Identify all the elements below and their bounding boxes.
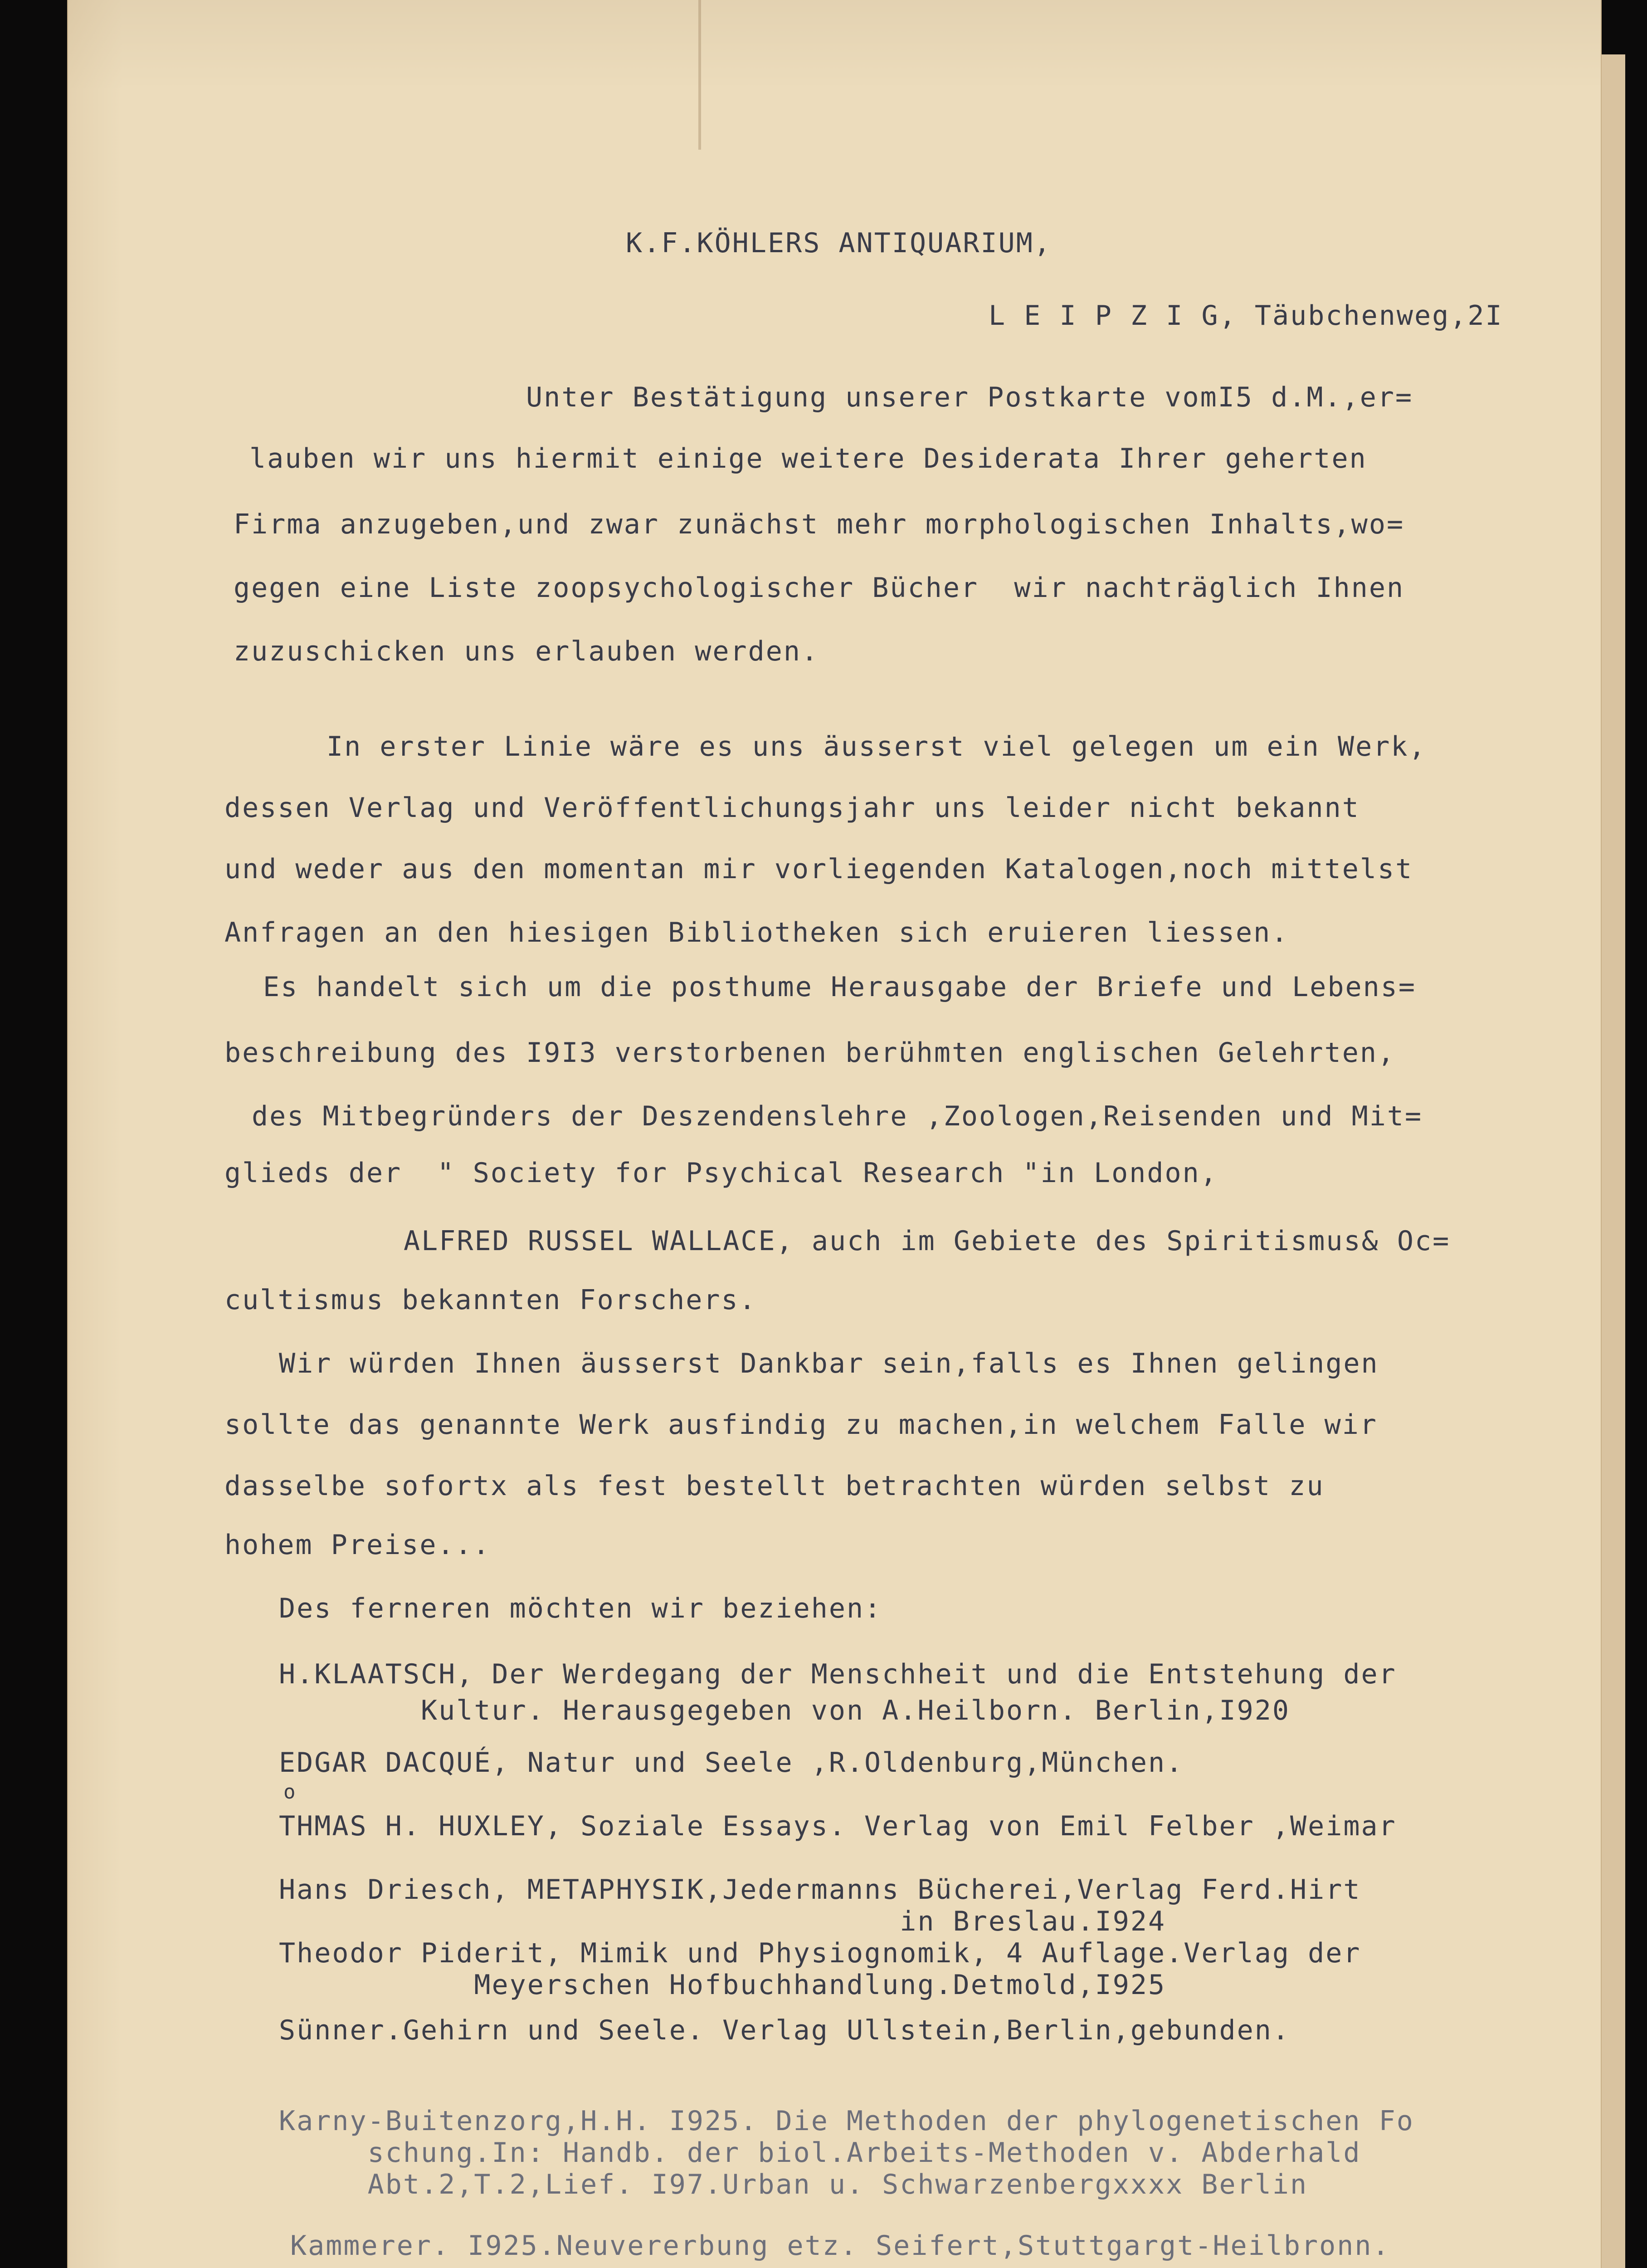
paragraph-1-line-4: gegen eine Liste zoopsychologischer Bücher wir nachträglich Ihnen — [234, 572, 1405, 604]
paragraph-4-line-3: dasselbe sofortx als fest bestellt betrachten würden selbst zu — [224, 1470, 1325, 1502]
paragraph-3-line-1: Es handelt sich um die posthume Herausgabe der Briefe und Lebens= — [263, 971, 1416, 1003]
firm-address: L E I P Z I G, Täubchenweg,2I — [989, 300, 1503, 332]
paragraph-4-line-4: hohem Preise... — [224, 1529, 491, 1561]
reference-entry-continuation: Abt.2,T.2,Lief. I97.Urban u. Schwarzenbergxxxx Berlin — [279, 2169, 1308, 2200]
book-entry: Sünner.Gehirn und Seele. Verlag Ullstein,Berlin,gebunden. — [279, 2014, 1291, 2046]
paragraph-3-line-2: beschreibung des I9I3 verstorbenen berühmten englischen Gelehrten, — [224, 1037, 1396, 1069]
typed-mark: o — [283, 1780, 297, 1804]
book-entry-continuation: Kultur. Herausgegeben von A.Heilborn. Berlin,I920 — [279, 1695, 1291, 1726]
paragraph-2-line-1: In erster Linie wäre es uns äusserst viel gelegen um ein Werk, — [326, 731, 1427, 763]
paragraph-3-line-4: glieds der " Society for Psychical Research "in London, — [224, 1157, 1218, 1189]
firm-name: K.F.KÖHLERS ANTIQUARIUM, — [626, 227, 1052, 259]
paper-crease — [698, 0, 701, 150]
paragraph-3-line-3: des Mitbegründers der Deszendenslehre ,Zoologen,Reisenden und Mit= — [252, 1100, 1423, 1132]
book-entry-continuation: in Breslau.I924 — [279, 1906, 1166, 1937]
book-entry: Theodor Piderit, Mimik und Physiognomik, 4 Auflage.Verlag der — [279, 1937, 1361, 1969]
paragraph-1-line-1: Unter Bestätigung unserer Postkarte vomI5 d.M.,er= — [526, 381, 1413, 413]
paragraph-2-line-4: Anfragen an den hiesigen Bibliotheken sich eruieren liessen. — [224, 917, 1289, 948]
paragraph-2-line-3: und weder aus den momentan mir vorliegenden Katalogen,noch mittelst — [224, 853, 1413, 885]
reference-entry: Kammerer. I925.Neuvererbung etz. Seifert,Stuttgargt-Heilbronn. — [290, 2230, 1390, 2262]
book-entry-continuation: Meyerschen Hofbuchhandlung.Detmold,I925 — [279, 1969, 1166, 2001]
book-entry: THMAS H. HUXLEY, Soziale Essays. Verlag von Emil Felber ,Weimar — [279, 1810, 1397, 1842]
book-entry: Hans Driesch, METAPHYSIK,Jedermanns Bücherei,Verlag Ferd.Hirt — [279, 1874, 1361, 1906]
book-entry: H.KLAATSCH, Der Werdegang der Menschheit und die Entstehung der — [279, 1658, 1397, 1690]
paragraph-2-line-2: dessen Verlag und Veröffentlichungsjahr uns leider nicht bekannt — [224, 792, 1360, 824]
reference-entry-continuation: schung.In: Handb. der biol.Arbeits-Methoden v. Abderhald — [279, 2137, 1361, 2169]
paragraph-1-line-5: zuzuschicken uns erlauben werden. — [234, 635, 819, 667]
paragraph-3-line-5: ALFRED RUSSEL WALLACE, auch im Gebiete des Spiritismus& Oc= — [404, 1225, 1451, 1257]
book-entry: EDGAR DACQUÉ, Natur und Seele ,R.Oldenburg,München. — [279, 1747, 1184, 1779]
reference-entry: Karny-Buitenzorg,H.H. I925. Die Methoden der phylogenetischen Fo — [279, 2105, 1414, 2137]
paragraph-1-line-3: Firma anzugeben,und zwar zunächst mehr morphologischen Inhalts,wo= — [234, 508, 1405, 540]
paragraph-4-line-1: Wir würden Ihnen äusserst Dankbar sein,falls es Ihnen gelingen — [279, 1348, 1379, 1379]
paragraph-3-line-6: cultismus bekannten Forschers. — [224, 1284, 757, 1316]
books-intro: Des ferneren möchten wir beziehen: — [279, 1593, 882, 1624]
paragraph-4-line-2: sollte das genannte Werk ausfindig zu machen,in welchem Falle wir — [224, 1409, 1378, 1441]
paragraph-1-line-2: lauben wir uns hiermit einige weitere Desiderata Ihrer geherten — [249, 443, 1367, 474]
